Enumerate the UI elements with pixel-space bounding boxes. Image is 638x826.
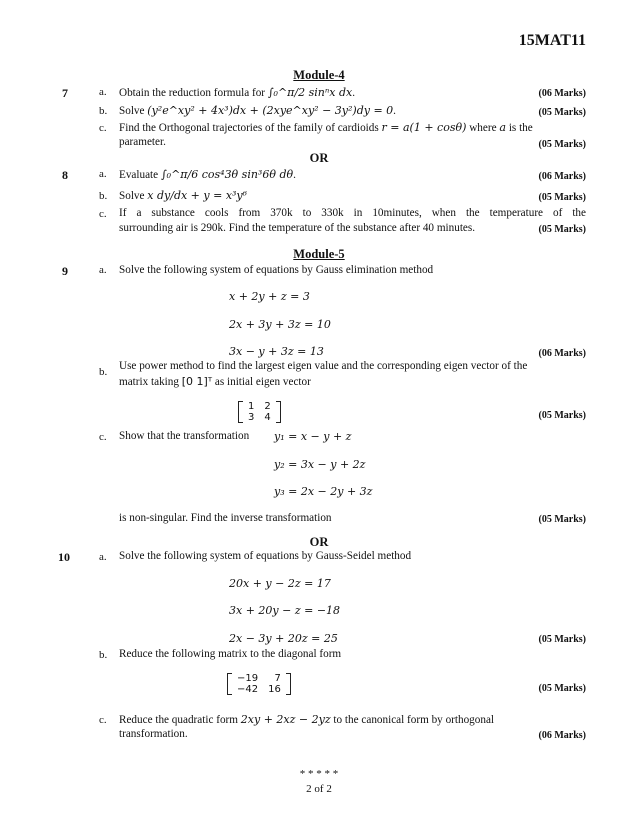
- question-7b-text: Solve (y²e^xy² + 4x³)dx + (2xye^xy² − 3y²)dy = 0.: [119, 104, 396, 117]
- question-10a-text: Solve the following system of equations by Gauss-Seidel method: [119, 550, 412, 562]
- question-7a-text: Obtain the reduction formula for ∫₀^π/2 sinⁿx dx.: [119, 86, 356, 99]
- part-label: c.: [99, 122, 107, 134]
- marks: (05 Marks): [538, 514, 586, 525]
- marks: (06 Marks): [538, 171, 586, 182]
- module-4-title: Module-4: [293, 68, 345, 82]
- question-7c-line1: Find the Orthogonal trajectories of the family of cardioids r = a(1 + cosθ) where a is the: [119, 121, 533, 134]
- equation: 2x + 3y + 3z = 10: [229, 318, 331, 331]
- marks: (05 Marks): [538, 410, 586, 421]
- module-5-title: Module-5: [293, 247, 345, 261]
- or-divider: OR: [309, 151, 329, 165]
- part-label: a.: [99, 86, 107, 98]
- part-label: c.: [99, 431, 107, 443]
- equation: 2x − 3y + 20z = 25: [229, 632, 338, 645]
- part-label: c.: [99, 208, 107, 220]
- question-8c-line1: If a substance cools from 370k to 330k in 10minutes, when the temperature of the: [119, 207, 586, 219]
- differential-equation: (y²e^xy² + 4x³)dx + (2xye^xy² − 3y²)dy = 0: [147, 104, 394, 117]
- question-number-8: 8: [62, 168, 68, 182]
- marks: (05 Marks): [538, 139, 586, 150]
- part-label: a.: [99, 551, 107, 563]
- matrix-2x2: 1 2 3 4: [238, 401, 281, 426]
- part-label: a.: [99, 168, 107, 180]
- question-9b-line1: Use power method to find the largest eigen value and the corresponding eigen vector of the: [119, 360, 528, 372]
- question-10b-text: Reduce the following matrix to the diagonal form: [119, 648, 342, 660]
- marks: (05 Marks): [538, 683, 586, 694]
- question-8c-line2: surrounding air is 290k. Find the temperature of the substance after 40 minutes.: [119, 222, 476, 234]
- part-label: a.: [99, 264, 107, 276]
- equation: 3x + 20y − z = −18: [229, 604, 341, 617]
- question-9b-line2: matrix taking [0 1]ᵀ as initial eigen vector: [119, 375, 311, 388]
- integral-expression: ∫₀^π/2 sinⁿx dx: [267, 86, 353, 99]
- marks: (05 Marks): [538, 107, 586, 118]
- question-9c-text: Show that the transformation: [119, 430, 250, 442]
- equation: 3x − y + 3z = 13: [229, 345, 324, 358]
- marks: (06 Marks): [538, 88, 586, 99]
- or-divider: OR: [309, 535, 329, 549]
- initial-vector: [0 1]ᵀ: [181, 375, 213, 388]
- question-number-7: 7: [62, 86, 68, 100]
- question-7c-line2: parameter.: [119, 136, 166, 148]
- end-stars: * * * * *: [299, 768, 339, 780]
- question-9a-text: Solve the following system of equations by Gauss elimination method: [119, 264, 434, 276]
- question-8b-text: Solve x dy/dx + y = x³y⁶: [119, 189, 248, 202]
- part-label: b.: [99, 649, 108, 661]
- paper-code: 15MAT11: [518, 32, 586, 49]
- marks: (05 Marks): [538, 634, 586, 645]
- question-10c-line1: Reduce the quadratic form 2xy + 2xz − 2yz to the canonical form by orthogonal: [119, 713, 495, 726]
- part-label: b.: [99, 366, 108, 378]
- equation: 20x + y − 2z = 17: [229, 577, 331, 590]
- question-8a-text: Evaluate ∫₀^π/6 cos⁴3θ sin³6θ dθ.: [119, 168, 296, 181]
- equation: y₁ = x − y + z: [274, 430, 352, 443]
- question-10c-line2: transformation.: [119, 728, 188, 740]
- matrix-2x2: −19 7 −42 16: [227, 673, 291, 698]
- part-label: c.: [99, 714, 107, 726]
- marks: (05 Marks): [538, 192, 586, 203]
- question-number-9: 9: [62, 264, 68, 278]
- equation: x + 2y + z = 3: [229, 290, 310, 303]
- question-9c-tail: is non-singular. Find the inverse transformation: [119, 512, 332, 524]
- page-number: 2 of 2: [306, 783, 332, 795]
- marks: (05 Marks): [538, 224, 586, 235]
- equation: y₂ = 3x − y + 2z: [274, 458, 366, 471]
- part-label: b.: [99, 190, 108, 202]
- marks: (06 Marks): [538, 730, 586, 741]
- question-number-10: 10: [58, 550, 70, 564]
- part-label: b.: [99, 105, 108, 117]
- equation: y₃ = 2x − 2y + 3z: [274, 485, 373, 498]
- marks: (06 Marks): [538, 348, 586, 359]
